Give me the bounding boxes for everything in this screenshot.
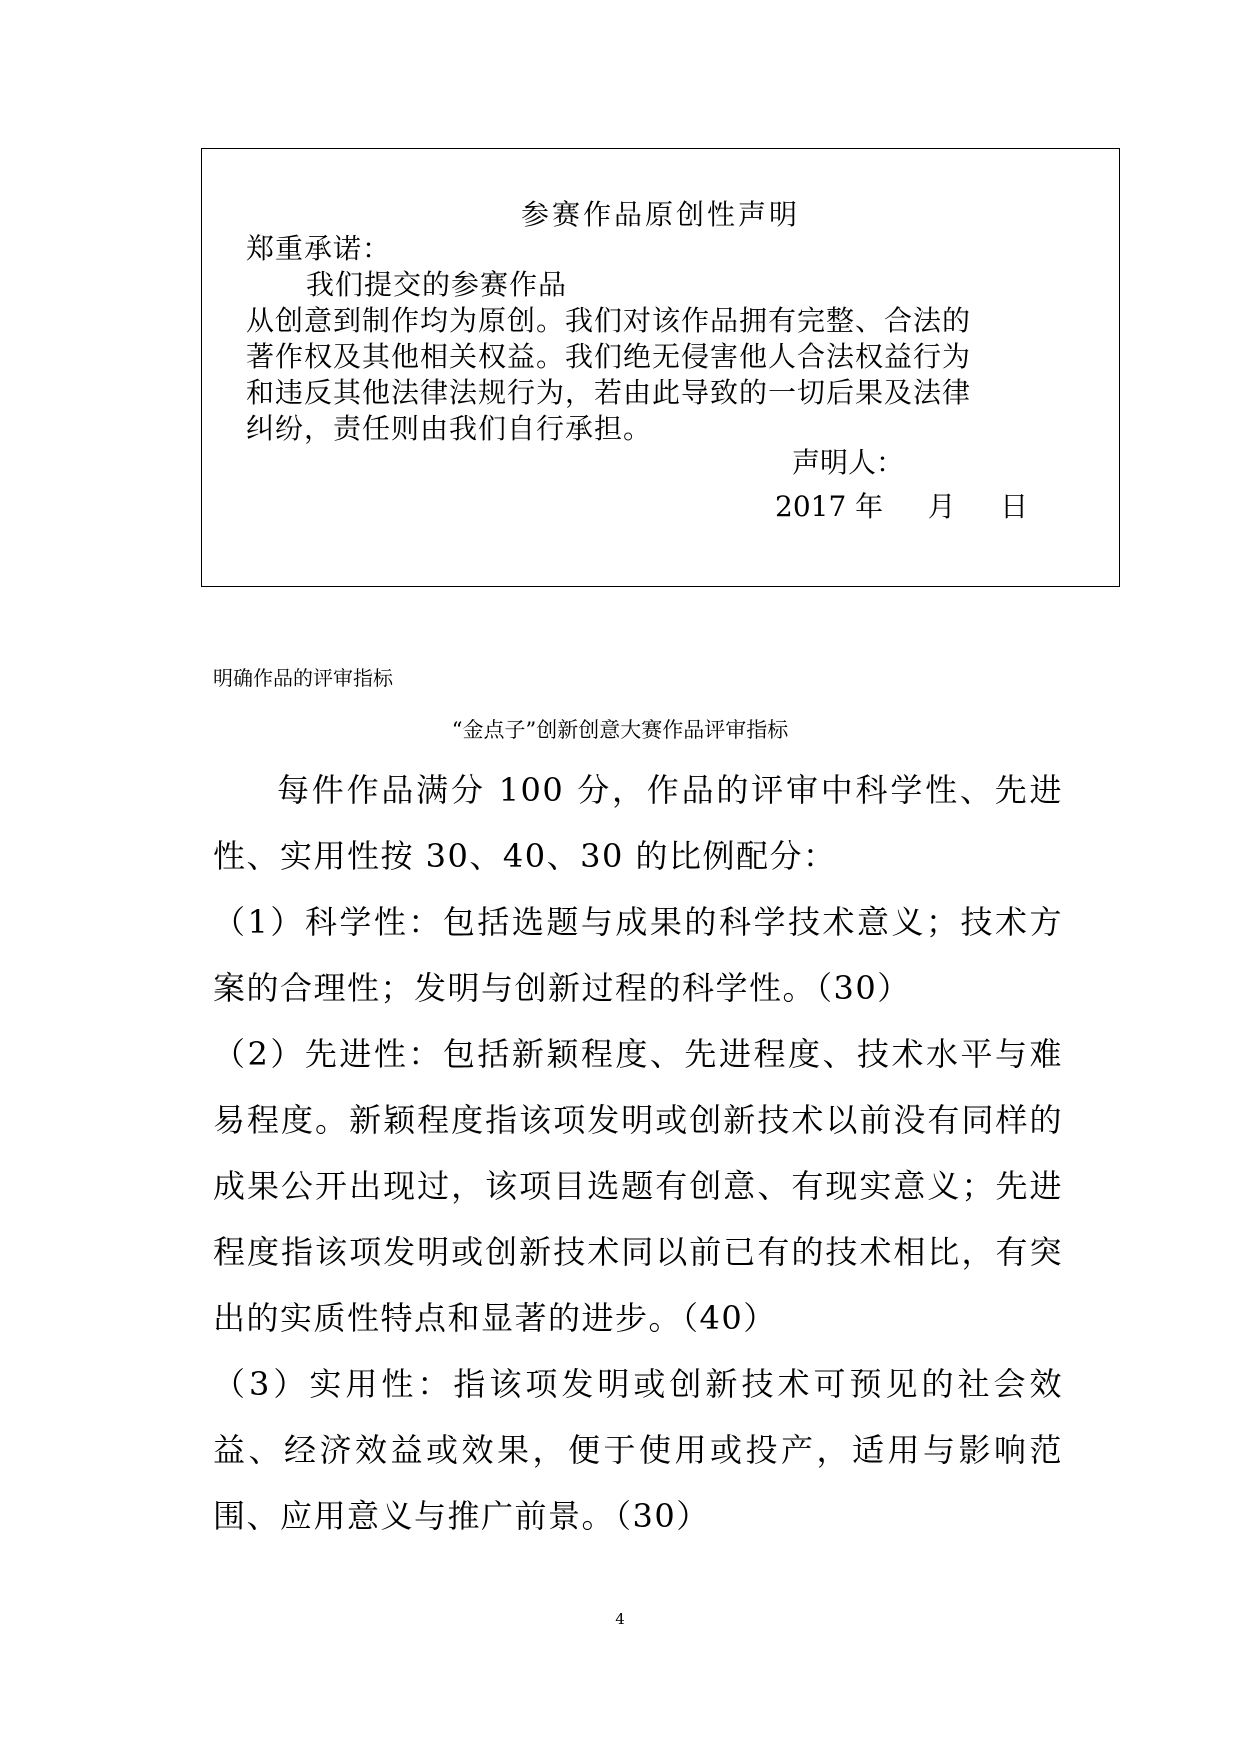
declaration-title: 参赛作品原创性声明 bbox=[520, 198, 800, 231]
declaration-line: 从创意到制作均为原创。我们对该作品拥有完整、合法的 bbox=[246, 304, 972, 337]
criteria-title: “金点子”创新创意大赛作品评审指标 bbox=[451, 718, 789, 742]
criteria-item-science: （1）科学性：包括选题与成果的科学技术意义；技术方案的合理性；发明与创新过程的科学性。（30） bbox=[213, 903, 1063, 1007]
criteria-body bbox=[213, 757, 1063, 1549]
declaration-line: 郑重承诺： bbox=[246, 232, 392, 265]
declaration-date: 2017 年 月 日 bbox=[775, 490, 1029, 523]
declaration-line: 著作权及其他相关权益。我们绝无侵害他人合法权益行为 bbox=[246, 340, 972, 373]
criteria-item-advanced: （2）先进性：包括新颖程度、先进程度、技术水平与难易程度。新颖程度指该项发明或创新技术以前没有同样的成果公开出现过，该项目选题有创意、有现实意义；先进程度指该项发明或创新技术同以前已有的技术相比，有突出的实质性特点和显著的进步。（40） bbox=[213, 1035, 1063, 1337]
declaration-line: 和违反其他法律法规行为，若由此导致的一切后果及法律 bbox=[246, 376, 972, 409]
page-number: 4 bbox=[615, 1610, 625, 1628]
criteria-item-practical: （3）实用性：指该项发明或创新技术可预见的社会效益、经济效益或效果，便于使用或投产，适用与影响范围、应用意义与推广前景。（30） bbox=[213, 1365, 1063, 1535]
section-label: 明确作品的评审指标 bbox=[213, 666, 393, 690]
originality-declaration-box bbox=[201, 148, 1120, 587]
declaration-line: 纠纷，责任则由我们自行承担。 bbox=[246, 412, 653, 445]
declarant-label: 声明人： bbox=[792, 446, 905, 479]
criteria-intro: 每件作品满分 100 分，作品的评审中科学性、先进性、实用性按 30、40、30 的比例配分： bbox=[213, 771, 1063, 875]
declaration-line: 我们提交的参赛作品 bbox=[306, 268, 568, 301]
